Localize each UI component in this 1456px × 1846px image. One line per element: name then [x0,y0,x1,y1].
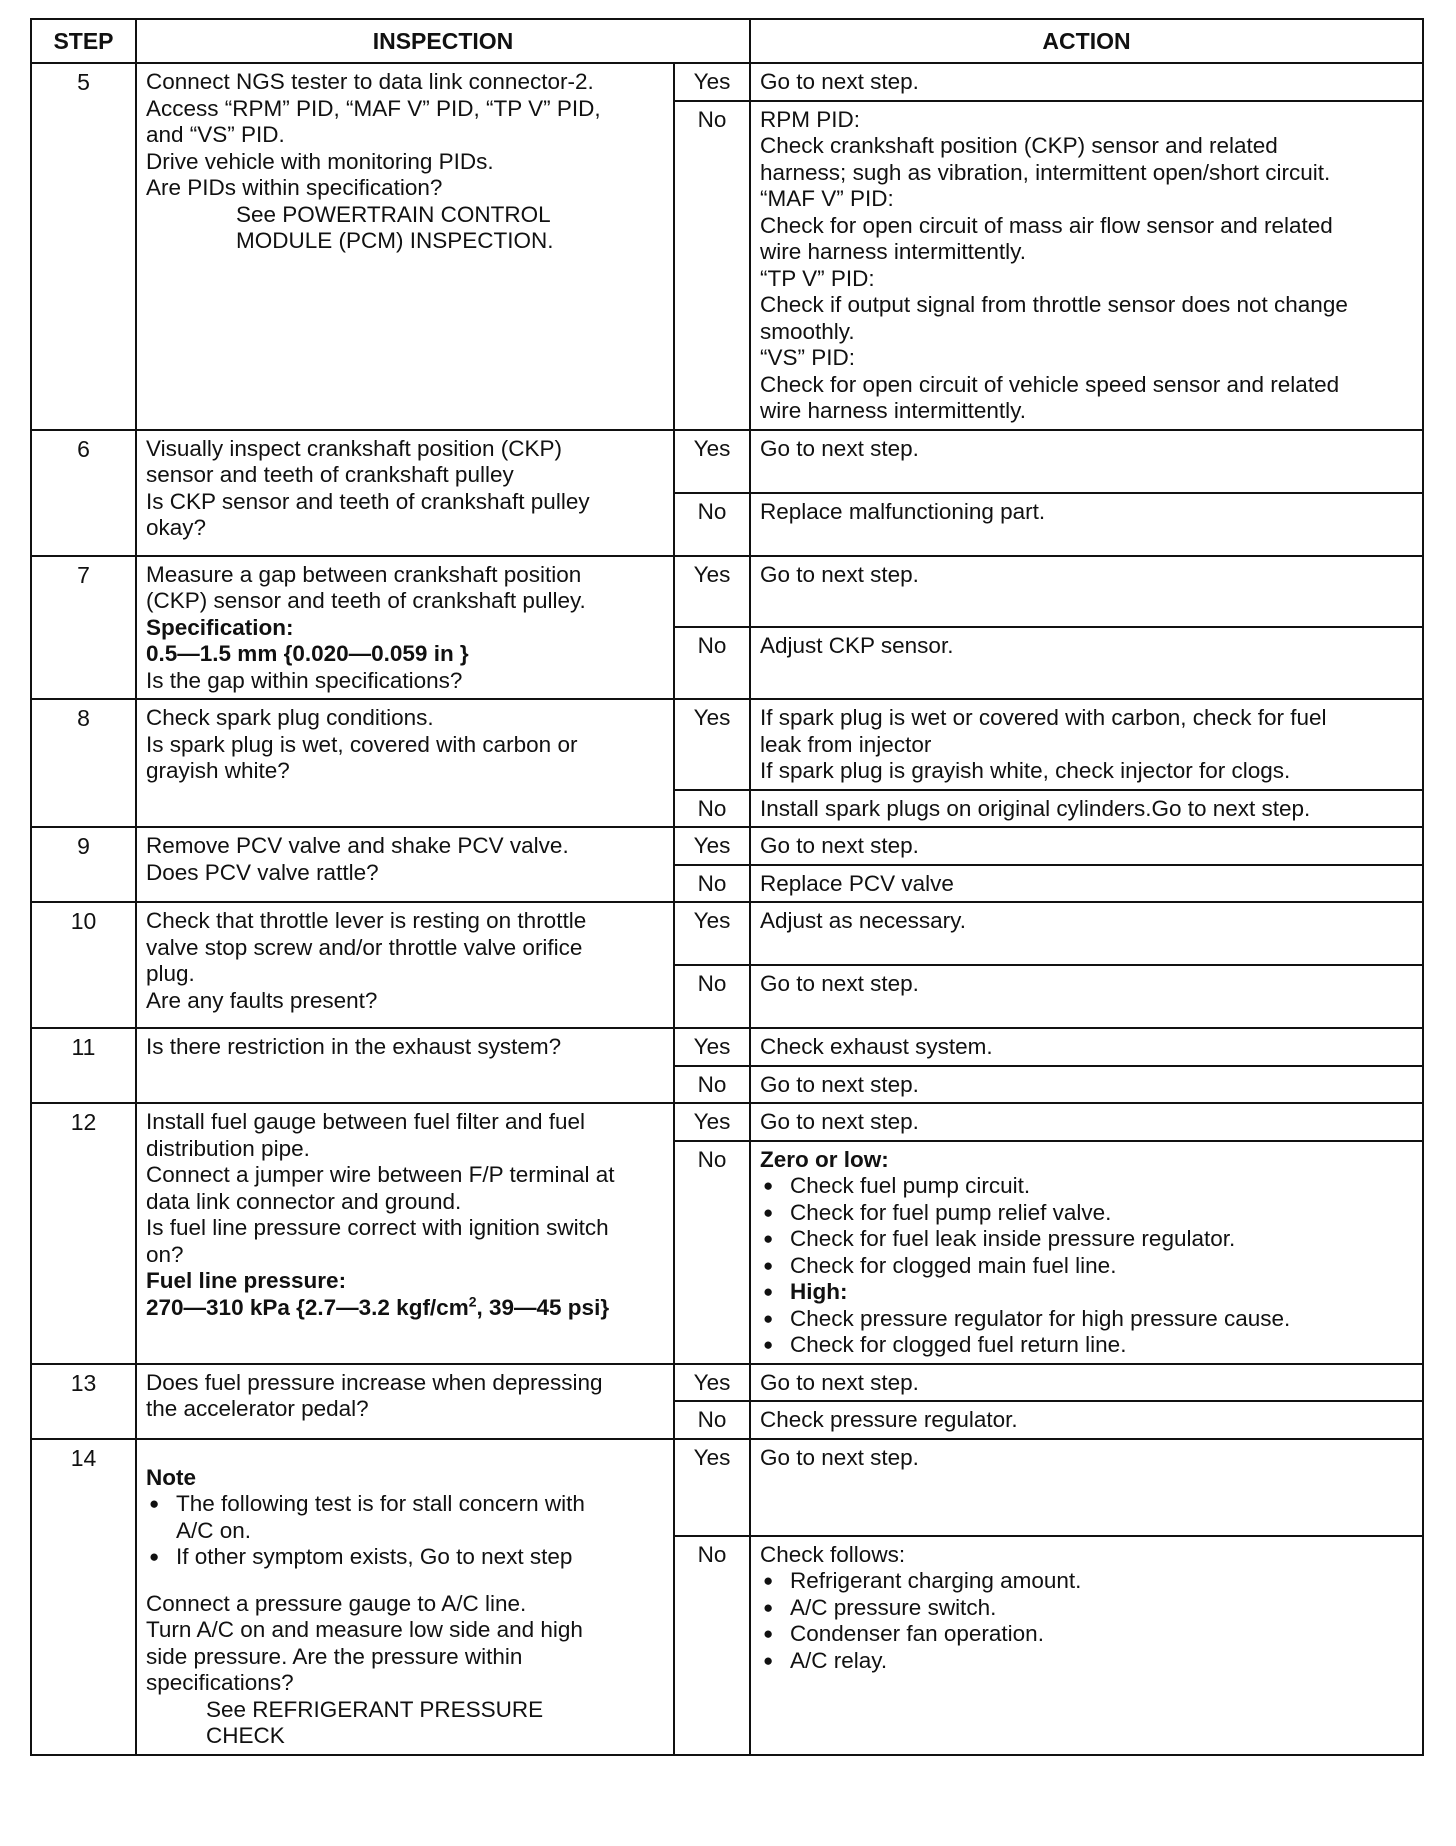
inspection-line: Check spark plug conditions. [146,705,434,730]
inspection-line: data link connector and ground. [146,1188,462,1214]
action-line: wire harness intermittently. [760,239,1026,264]
step-number: 6 [31,430,136,556]
yes-label: Yes [674,827,750,865]
no-label: No [674,1401,750,1439]
inspection-cell [136,902,674,1028]
action-line: Adjust as necessary. [760,908,966,933]
inspection-cell [136,1028,674,1103]
no-action [750,865,1423,903]
yes-action [750,556,1423,628]
inspection-cell [136,63,674,430]
action-line: Go to next step. [760,1444,919,1470]
inspection-line: Turn A/C on and measure low side and high [146,1617,583,1642]
list-item: ● Check for clogged fuel return line. [760,1332,1413,1359]
spacer [146,1445,664,1465]
yes-label: Yes [674,556,750,628]
see-reference: See REFRIGERANT PRESSURE [206,1696,544,1722]
yes-action [750,1364,1423,1402]
action-line: Install spark plugs on original cylinders.Go to next step. [760,795,1311,821]
action-line: wire harness intermittently. [760,398,1026,423]
action-line: leak from injector [760,731,932,757]
step-number: 13 [31,1364,136,1439]
no-action [750,627,1423,699]
action-line: Go to next step. [760,971,919,996]
yes-label: Yes [674,430,750,493]
see-reference: CHECK [206,1723,285,1748]
action-line: Go to next step. [760,561,919,587]
action-line: Adjust CKP sensor. [760,633,954,659]
inspection-line: Visually inspect crankshaft position (CKP) [146,435,563,461]
yes-label: Yes [674,63,750,101]
inspection-cell [136,1103,674,1364]
action-line: Check crankshaft position (CKP) sensor and related [760,133,1278,158]
spec-superscript: 2 [468,1293,477,1309]
no-label: No [674,627,750,699]
inspection-line: specifications? [146,1670,294,1695]
action-line: Go to next step. [760,435,919,461]
table-row [31,1364,1423,1402]
inspection-line: Measure a gap between crankshaft position [146,561,582,587]
yes-action [750,1028,1423,1066]
no-label: No [674,1536,750,1755]
step-number: 9 [31,827,136,902]
spacer [146,1571,664,1591]
yes-label: Yes [674,902,750,965]
yes-action [750,902,1423,965]
action-line: If spark plug is grayish white, check injector for clogs. [760,758,1291,783]
action-line: Check for open circuit of vehicle speed sensor and related [760,371,1340,397]
list-item: ● A/C relay. [760,1648,1413,1675]
action-line: “TP V” PID: [760,265,875,291]
specification-value: 0.5—1.5 mm {0.020—0.059 in } [146,641,469,666]
no-label: No [674,865,750,903]
step-number: 12 [31,1103,136,1364]
action-line: Go to next step. [760,1109,919,1134]
note-line: ● The following test is for stall concern with [176,1491,585,1516]
inspection-cell [136,556,674,700]
table-row [31,1028,1423,1066]
note-label: Note [146,1464,196,1490]
yes-label: Yes [674,1028,750,1066]
inspection-line: okay? [146,515,207,540]
action-line: “MAF V” PID: [760,186,894,211]
no-action [750,1536,1423,1755]
inspection-line: Are PIDs within specification? [146,175,443,200]
table-row [31,827,1423,865]
inspection-line: Is there restriction in the exhaust system? [146,1034,562,1059]
specification-value [146,1295,664,1322]
inspection-line: Is fuel line pressure correct with ignition switch [146,1215,609,1240]
no-label: No [674,493,750,556]
list-item: ● Check for fuel leak inside pressure regulator. [760,1226,1413,1253]
inspection-line: Remove PCV valve and shake PCV valve. [146,833,569,858]
inspection-question: Is the gap within specifications? [146,667,463,693]
inspection-line: the accelerator pedal? [146,1396,369,1421]
inspection-line: Does PCV valve rattle? [146,859,379,885]
no-action [750,1401,1423,1439]
inspection-cell [136,1439,674,1755]
inspection-line: Drive vehicle with monitoring PIDs. [146,148,494,174]
inspection-line: valve stop screw and/or throttle valve orifice [146,934,583,960]
inspection-line: and “VS” PID. [146,122,285,147]
table-row [31,1439,1423,1536]
inspection-line: (CKP) sensor and teeth of crankshaft pulley. [146,588,586,613]
spec-value-part: 270—310 kPa {2.7—3.2 kgf/cm [146,1294,469,1320]
action-line: RPM PID: [760,106,861,132]
list-item: ● Check fuel pump circuit. [760,1173,1413,1200]
table-header-row [31,19,1423,63]
inspection-line: Connect a pressure gauge to A/C line. [146,1590,527,1616]
specification-label: Specification: [146,614,294,640]
inspection-cell [136,1364,674,1439]
action-line: Go to next step. [760,1369,919,1395]
inspection-line: Are any faults present? [146,987,378,1013]
table-row [31,1103,1423,1141]
yes-label: Yes [674,1103,750,1141]
yes-action [750,699,1423,790]
specification-label: Fuel line pressure: [146,1268,347,1293]
no-action [750,101,1423,430]
inspection-line: grayish white? [146,758,290,783]
step-number: 5 [31,63,136,430]
table-row [31,902,1423,965]
list-item: ● A/C pressure switch. [760,1595,1413,1622]
action-line: Replace PCV valve [760,870,954,896]
step-number: 8 [31,699,136,827]
see-reference: See POWERTRAIN CONTROL [236,201,551,227]
yes-label: Yes [674,1439,750,1536]
header-step: STEP [31,19,136,63]
inspection-cell [136,827,674,902]
action-line: Go to next step. [760,833,919,858]
action-line: Replace malfunctioning part. [760,498,1046,524]
action-bullet-list [760,1173,1413,1359]
action-line: Check if output signal from throttle sensor does not change [760,292,1348,317]
inspection-line: Connect NGS tester to data link connector-2. [146,69,594,94]
no-action [750,790,1423,828]
yes-label: Yes [674,1364,750,1402]
inspection-cell [136,699,674,827]
no-action [750,1141,1423,1364]
action-line: Check pressure regulator. [760,1407,1018,1432]
yes-action [750,430,1423,493]
yes-action [750,1439,1423,1536]
diagnostic-procedure-page [30,18,1422,1756]
action-line: harness; sugh as vibration, intermittent open/short circuit. [760,159,1331,185]
inspection-line: side pressure. Are the pressure within [146,1643,523,1669]
note-line: ● If other symptom exists, Go to next step [176,1544,573,1569]
no-label: No [674,1066,750,1104]
action-line: Go to next step. [760,1071,919,1097]
table-row [31,699,1423,790]
table-row [31,430,1423,493]
no-action [750,1066,1423,1104]
list-item: ● Check pressure regulator for high pressure cause. [760,1306,1413,1333]
inspection-line: Install fuel gauge between fuel filter and fuel [146,1109,586,1134]
action-heading: Zero or low: [760,1146,889,1172]
list-item: ● Check for clogged main fuel line. [760,1253,1413,1280]
list-item [146,1491,664,1544]
no-label: No [674,101,750,430]
header-action: ACTION [750,19,1423,63]
inspection-line: Check that throttle lever is resting on throttle [146,908,587,933]
inspection-line: sensor and teeth of crankshaft pulley [146,462,514,487]
table-row [31,556,1423,628]
list-item [146,1544,664,1571]
header-inspection: INSPECTION [136,19,750,63]
inspection-line: plug. [146,961,195,986]
yes-action [750,827,1423,865]
action-line: Go to next step. [760,69,919,94]
step-number: 11 [31,1028,136,1103]
action-line: Check exhaust system. [760,1034,993,1059]
no-action [750,493,1423,556]
yes-label: Yes [674,699,750,790]
diagnostic-table [30,18,1424,1756]
step-number: 14 [31,1439,136,1755]
spec-value-part: , 39—45 psi} [476,1294,610,1320]
no-label: No [674,790,750,828]
action-line: “VS” PID: [760,345,856,370]
list-item: ● Refrigerant charging amount. [760,1568,1413,1595]
inspection-line: Is CKP sensor and teeth of crankshaft pulley [146,488,590,514]
note-line: A/C on. [176,1517,252,1543]
inspection-line: Access “RPM” PID, “MAF V” PID, “TP V” PID, [146,95,601,121]
action-line: If spark plug is wet or covered with carbon, check for fuel [760,705,1327,730]
inspection-line: Is spark plug is wet, covered with carbon or [146,731,578,757]
no-label: No [674,1141,750,1364]
action-line: Check for open circuit of mass air flow sensor and related [760,212,1333,238]
step-number: 7 [31,556,136,700]
inspection-line: on? [146,1241,184,1267]
action-heading: Check follows: [760,1541,906,1567]
yes-action [750,63,1423,101]
inspection-line: Does fuel pressure increase when depressing [146,1369,603,1395]
step-number: 10 [31,902,136,1028]
table-row [31,63,1423,101]
see-reference: MODULE (PCM) INSPECTION. [236,228,554,253]
list-item: ● Condenser fan operation. [760,1621,1413,1648]
note-bullet-list [146,1491,664,1571]
list-item: ● Check for fuel pump relief valve. [760,1200,1413,1227]
action-bullet-list [760,1568,1413,1674]
inspection-line: distribution pipe. [146,1135,310,1161]
no-label: No [674,965,750,1028]
list-item-heading: ● High: [760,1279,1413,1306]
yes-action [750,1103,1423,1141]
action-line: smoothly. [760,318,855,344]
no-action [750,965,1423,1028]
inspection-cell [136,430,674,556]
inspection-line: Connect a jumper wire between F/P terminal at [146,1162,615,1187]
